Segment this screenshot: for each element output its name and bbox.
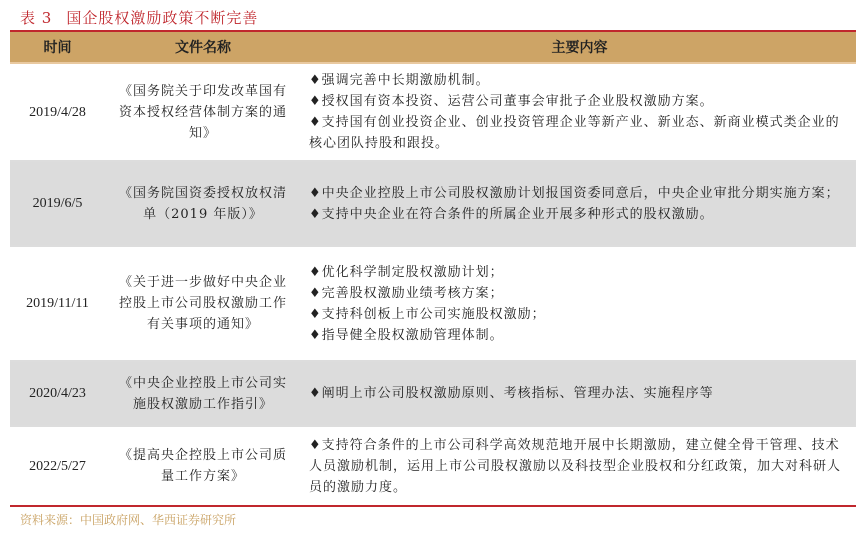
row-content [301, 383, 856, 404]
row-content [301, 262, 856, 346]
table-row [10, 247, 856, 362]
row-document-name: 《提高央企控股上市公司质量工作方案》 [118, 448, 287, 484]
content-bullet: ♦支持科创板上市公司实施股权激励； [309, 306, 546, 322]
row-document-name: 《国务院关于印发改革国有资本授权经营体制方案的通知》 [118, 83, 287, 141]
content-bullet: ♦强调完善中长期激励机制。 [309, 73, 490, 88]
table-title [20, 7, 258, 28]
row-content [301, 435, 856, 498]
table-number: 表 3 [20, 9, 53, 27]
policy-table [10, 30, 856, 507]
row-date: 2019/6/5 [32, 196, 83, 211]
header-date: 时间 [43, 40, 72, 56]
content-bullet: ♦优化科学制定股权激励计划； [309, 264, 504, 280]
row-document-name: 《关于进一步做好中央企业控股上市公司股权激励工作有关事项的通知》 [118, 275, 287, 332]
content-bullet: ♦中央企业控股上市公司股权激励计划报国资委同意后，中央企业审批分期实施方案； [309, 185, 840, 201]
table-header [10, 32, 856, 64]
table-title-text: 国企股权激励政策不断完善 [66, 9, 259, 27]
header-content: 主要内容 [551, 40, 608, 56]
table-row [10, 162, 856, 247]
row-document-name: 《国务院国资委授权放权清单（2019 年版）》 [118, 185, 287, 222]
row-content [301, 183, 856, 225]
content-bullet: ♦指导健全股权激励管理体制。 [309, 327, 504, 343]
content-bullet: ♦支持中央企业在符合条件的所属企业开展多种形式的股权激励。 [309, 206, 714, 222]
content-bullet: ♦完善股权激励业绩考核方案； [309, 285, 504, 301]
table-row [10, 362, 856, 427]
content-bullet: ♦授权国有资本投资、运营公司董事会审批子企业股权激励方案。 [309, 94, 714, 109]
source-note: 资料来源：中国政府网、华西证券研究所 [20, 513, 237, 527]
row-content [301, 70, 856, 154]
row-date: 2019/11/11 [26, 296, 89, 311]
table-bottom-rule [10, 505, 856, 507]
row-date: 2022/5/27 [29, 458, 86, 474]
header-document: 文件名称 [175, 40, 231, 56]
table-row [10, 64, 856, 162]
table-row [10, 427, 856, 507]
row-date: 2019/4/28 [29, 104, 86, 120]
content-bullet: ♦支持国有创业投资企业、创业投资管理企业等新产业、新业态、新商业模式类企业的核心团队持股和跟投。 [309, 115, 840, 151]
row-document-name: 《中央企业控股上市公司实施股权激励工作指引》 [118, 375, 287, 412]
content-bullet: ♦支持符合条件的上市公司科学高效规范地开展中长期激励，建立健全骨干管理、技术人员激励机制，运用上市公司股权激励以及科技型企业股权和分红政策，加大对科研人员的激励力度。 [309, 437, 842, 495]
content-bullet: ♦阐明上市公司股权激励原则、考核指标、管理办法、实施程序等 [309, 386, 714, 401]
row-date: 2020/4/23 [29, 386, 86, 401]
